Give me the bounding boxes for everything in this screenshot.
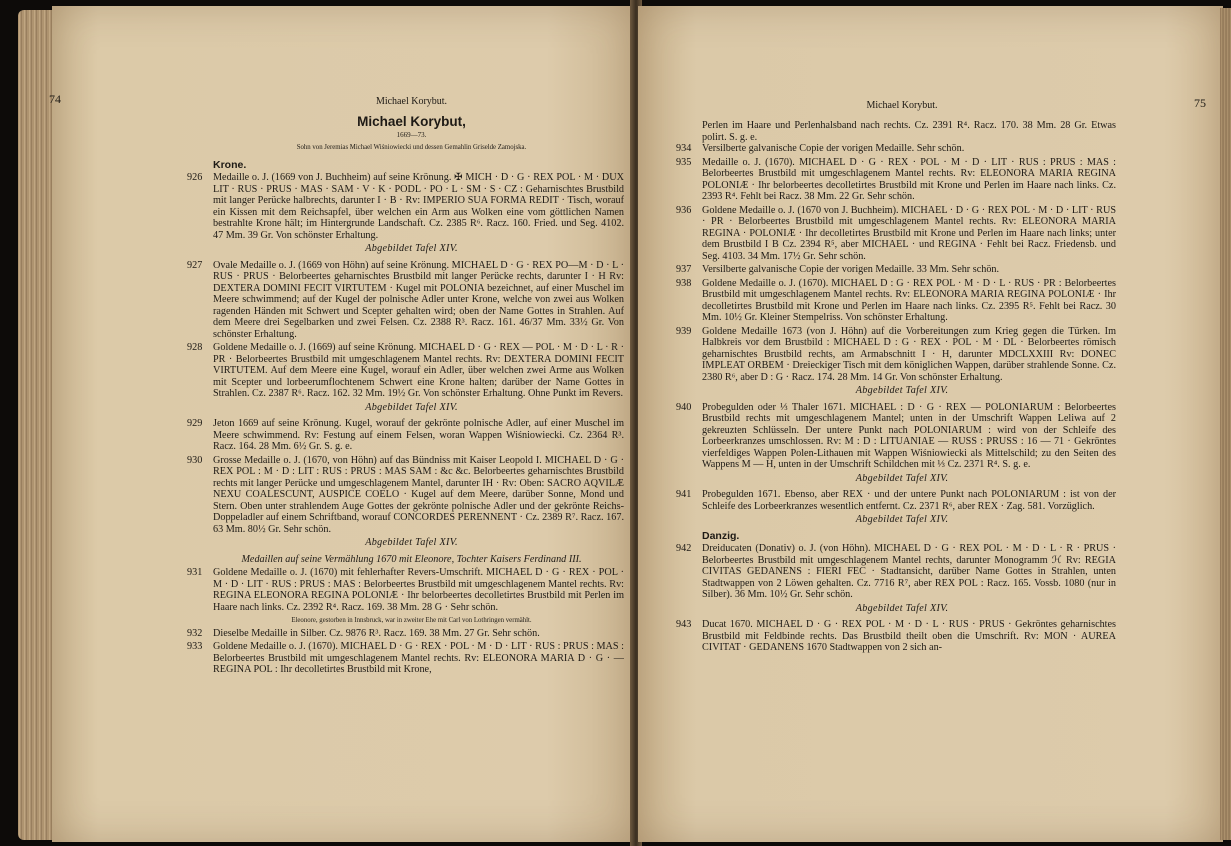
entry-text: Goldene Medaille o. J. (1669) auf seine Krönung. MICHAEL D · G · REX — POL · M · D · L · R · PR · Belorbeertes Brustbild mit umgeschlagenem Mantel rechts. Rv: DEXTERA DOMINI FECIT VIRTUTEM. Auf dem Meere eine Kugel, worauf ein Adler, über welchen zwei Arme aus Wolken mit Scepter und lorbeerumflochtenem Schwert eine Krone halten; darüber der Name Gottes in Strahlen. Cz. 2387 R⁶. Racz. 162. 32 Mm. 19½ Gr. Von schönster Erhaltung. Ohne Punkt im Revers. <box>213 342 624 399</box>
left-page-number: 74 <box>49 92 61 106</box>
entry-text: Grosse Medaille o. J. (1670, von Höhn) auf das Bündniss mit Kaiser Leopold I. MICHAEL D · G · REX POL : M · D : LIT : RUS : PRUS : MAS SAM : &c &c. Belorbeertes geharnischtes Brustbild rechts mit langer Perücke und umgeschlagenem Mantel, darunter IH · Rv: Oben: SACRO AQVILÆ NEXU COALESCUNT, AUSPICE COELO · Kugel auf dem Meere, darüber Sonne, Mond und Stern. Oben unter strahlendem Auge Gottes der gekrönte polnische Adler und der gekrönte Reichs-Doppeladler auf einem Schriftband, worauf CONCORDES PERENNENT · Cz. 2389 R⁷. Racz. 167. 63 Mm. 80½ Gr. Sehr schön. <box>213 454 624 535</box>
entry-933-continued: Perlen im Haare und Perlenhalsband nach rechts. Cz. 2391 R⁴. Racz. 170. 38 Mm. 28 Gr. Etwas polirt. S. g. e. <box>702 120 1116 143</box>
catalog-entry-937 <box>676 264 1116 276</box>
entry-text: Versilberte galvanische Copie der vorigen Medaille. Sehr schön. <box>702 143 965 154</box>
entry-number: 943 <box>676 619 692 630</box>
right-entries <box>676 143 1116 526</box>
entry-text: Ovale Medaille o. J. (1669 von Höhn) auf seine Krönung. MICHAEL D · G · REX PO—M · D · L · RUS · PRUS · Belorbeertes geharnischtes Brustbild mit langer Perücke rechts, darunter I · H Rv: DEXTERA DOMINI FECIT VIRTUTEM · Kugel mit POLONIA bezeichnet, auf einer Muschel im Meere schwimmend; auf der Kugel der polnische Adler unter Krone, welche von zwei aus Wolken ragenden Händen mit Schwert und Scepter gehalten wird; oben der Name Gottes in Strahlen. Auf dem Meere drei Segelbarken und zwei Felsen. Cz. 2388 R³. Racz. 161. 46/37 Mm. 33½ Gr. Von schönster Erhaltung. <box>213 259 624 340</box>
left-page-content <box>49 92 624 678</box>
plate-reference: Abgebildet Tafel XIV. <box>365 243 458 254</box>
entry-text: Goldene Medaille o. J. (1670). MICHAEL D : G · REX POL · M · D · L · RUS · PR : Belorbeertes Brustbild mit umgeschlagenem Mantel rechts. Rv: ELEONORA MARIA REGINA POLONIÆ · Ihr decolletirtes Brustbild mit Krone und Perlen im Haare nach links. Cz. 2395 R⁵. Fehlt bei Racz. 30 Mm. 10½ Gr. Kleiner Stempelriss. Von schönster Erhaltung. <box>702 277 1116 323</box>
entry-number: 940 <box>676 401 692 413</box>
entry-number: 938 <box>676 277 692 289</box>
chapter-title: Michael Korybut, <box>357 114 466 129</box>
entry-number: 931 <box>187 567 203 578</box>
entry-text: Probegulden oder ⅓ Thaler 1671. MICHAEL : D · G · REX — POLONIARUM : Belorbeertes Brustbild rechts mit umgeschlagenem Mantel; unten in der Umschrift Wappen Leliwa auf 2 gekreuzten Schlüsseln. Der untere Punkt nach POLONIARUM : wird von der Schleife des Lorbeerkranzes umschlossen. Rv: M : D : LITUANIAE — RUSS : PRUSS : 16 — 71 · Gekröntes vierfeldiges Wappen Polen-Lithauen mit Wappen Wiśniowiecki als Mittelschild; zu den Seiten des Wappens M — H, unten in der Umschrift Schildchen mit ⅓ Cz. 2371 R⁴. S. g. e. <box>702 401 1116 470</box>
entry-number: 935 <box>676 156 692 168</box>
catalog-entry-938 <box>676 277 1116 324</box>
section-heading-danzig: Danzig. <box>702 529 740 542</box>
chapter-subtitle: Sohn von Jeremias Michael Wiśniowiecki und dessen Gemahlin Griselde Zamojska. <box>296 144 527 151</box>
entry-number: 939 <box>676 325 692 337</box>
catalog-entry-930 <box>187 454 624 536</box>
right-page <box>638 6 1223 842</box>
catalog-entry-928 <box>187 342 624 400</box>
left-entries-3 <box>187 627 624 676</box>
entry-text: Goldene Medaille o. J. (1670 von J. Buchheim). MICHAEL · D · G · REX POL · M · D · LIT · RUS · PR · Belorbeertes Brustbild mit umgeschlagenem Mantel rechts. Rv: ELEONORA MARIA REGINA · POLONIÆ · Ihr decolletirtes Brustbild mit Krone und Perlen im Haare nach links; unter dem Brustbild I B Cz. 2394 R⁵, aber MICHAEL · und REGINA · Fehlt bei Racz. Friedensb. und Seg. 4103. 34 Mm. 17½ Gr. Sehr schön. <box>702 204 1116 262</box>
entry-text: Dreiducaten (Donativ) o. J. (von Höhn). MICHAEL D · G · REX POL · M · D · L · R · PRUS · Belorbeertes Brustbild mit umgeschlagenem Mantel rechts, darunter Monogramm ℋ Rv: REGIA CIVITAS GEDANENS : FIERI FEC · Stadtansicht, darüber Name Gottes in Strahlen, unten Stadtwappen von 2 Löwen gehalten. Cz. 7716 R⁷, aber REX POL : Racz. 165. Vossb. 1080 (nur in Silber). 36 Mm. 10½ Gr. Sehr schön. <box>702 543 1116 600</box>
footnote-931: Eleonore, gestorben in Innsbruck, war in zweiter Ehe mit Carl von Lothringen vermählt. <box>291 617 532 624</box>
entry-text: Medaille o. J. (1670). MICHAEL D · G · REX · POL · M · D · LIT · RUS : PRUS : MAS : Belorbeertes Brustbild mit umgeschlagenem Mantel rechts. Rv: ELEONORA MARIA REGINA POLONIÆ · Ihr belorbeertes decolletirtes Brustbild mit Krone und Perlen im Haare nach links. Cz. 2393 R⁴. Fehlt bei Racz. 38 Mm. 22 Gr. Sehr schön. <box>702 156 1116 202</box>
entry-number: 942 <box>676 543 692 554</box>
catalog-entry-931 <box>187 567 624 613</box>
plate-reference: Abgebildet Tafel XIV. <box>855 472 949 484</box>
left-running-title: Michael Korybut. <box>375 96 448 107</box>
entry-text: Medaille o. J. (1669 von J. Buchheim) auf seine Krönung. ✠ MICH · D · G · REX POL · M · DUX LIT · RUS · PRUS · MAS · SAM · V · K · PODL · PO · L · SM · S · CZ : Geharnischtes Brustbild mit langer Perücke halbrechts, darunter I · B · Rv: IMPERIO SUA FORMA REDIT · Tisch, worauf ein Kissen mit dem Reichsapfel, über welchen ein Arm aus Wolken eine vom göttlichen Namen bestrahlte Krone hält; im Hintergrunde Landschaft. Cz. 2385 R⁶. Racz. 160. Fried. und Seg. 4102. 47 Mm. 39 Gr. Von schönster Erhaltung. <box>213 172 624 241</box>
left-entries <box>187 172 624 549</box>
plate-reference: Abgebildet Tafel XIV. <box>855 602 949 614</box>
plate-reference: Abgebildet Tafel XIV. <box>365 537 458 548</box>
entry-number: 936 <box>676 204 692 216</box>
entry-text: Jeton 1669 auf seine Krönung. Kugel, worauf der gekrönte polnische Adler, auf einer Muschel im Meere schwimmend. Rv: Festung auf einem Felsen, woran Wappen Wiśniowiecki. Cz. 2364 R³. Racz. 164. 28 Mm. 6½ Gr. S. g. e. <box>213 418 624 452</box>
entry-number: 941 <box>676 489 692 500</box>
plate-reference: Abgebildet Tafel XIV. <box>855 514 949 525</box>
catalog-entry-943 <box>676 619 1116 654</box>
entry-text: Ducat 1670. MICHAEL D · G · REX POL · M · D · L · RUS · PRUS · Gekröntes geharnischtes Brustbild mit Feldbinde rechts. Das Brustbild theilt oben die Umschrift. Rv: MON · AUREA CIVITAT · GEDANENS 1670 Stadtwappen von 2 sich an- <box>702 619 1116 653</box>
catalog-entry-941 <box>676 489 1116 512</box>
right-page-number: 75 <box>1194 96 1206 110</box>
left-running-head <box>49 92 624 110</box>
page-edges-right <box>1220 8 1231 840</box>
entry-number: 926 <box>187 172 203 183</box>
catalog-entry-939 <box>676 325 1116 384</box>
catalog-entry-936 <box>676 204 1116 263</box>
entry-text: Goldene Medaille o. J. (1670) mit fehlerhafter Revers-Umschrift. MICHAEL D · G · REX · POL · M · D · LIT · RUS : PRUS : MAS : Belorbeertes Brustbild mit umgeschlagenem Mantel rechts. Rv: REGINA ELEONORA REGINA POLONIÆ · Ihr belorbeertes decolletirtes Brustbild mit Perlen im Haare nach links. Cz. 2392 R⁴. Racz. 169. 38 Mm. 28 G · Sehr schön. <box>213 567 624 613</box>
entry-number: 927 <box>187 259 203 271</box>
catalog-entry-935 <box>676 156 1116 203</box>
entry-number: 932 <box>187 627 203 639</box>
entry-number: 934 <box>676 143 692 154</box>
catalog-entry-942 <box>676 543 1116 601</box>
entry-number: 937 <box>676 264 692 275</box>
left-entries-2 <box>187 567 624 613</box>
catalog-entry-929 <box>187 418 624 453</box>
right-page-content <box>676 96 1206 656</box>
entry-number: 928 <box>187 342 203 353</box>
right-running-head <box>688 96 1206 114</box>
entry-text: Probegulden 1671. Ebenso, aber REX · und der untere Punkt nach POLONIARUM : ist von der Schleife des Lorbeerkranzes wesentlich entfernt. Cz. 2371 R⁶, aber REX · Zag. 581. Vorzüglich. <box>702 489 1116 512</box>
left-page <box>49 6 634 842</box>
entry-number: 930 <box>187 454 203 466</box>
plate-reference: Abgebildet Tafel XIV. <box>365 401 458 413</box>
entry-text: Versilberte galvanische Copie der vorigen Medaille. 33 Mm. Sehr schön. <box>702 264 1000 275</box>
catalog-entry-933 <box>187 641 624 676</box>
entry-text: Goldene Medaille o. J. (1670). MICHAEL D · G · REX · POL · M · D · LIT · RUS : PRUS : MAS : Belorbeertes Brustbild mit umgeschlagenem Mantel rechts. Rv: ELEONORA MARIA D · G · — REGINA POL : Ihr decolletirtes Brustbild mit Krone, <box>213 641 624 675</box>
section-heading-krone: Krone. <box>213 158 247 171</box>
catalog-entry-934 <box>676 143 1116 155</box>
marriage-heading: Medaillen auf seine Vermählung 1670 mit Eleonore, Tochter Kaisers Ferdinand III. <box>241 553 582 565</box>
catalog-entry-927 <box>187 259 624 341</box>
entry-text: Goldene Medaille 1673 (von J. Höhn) auf die Vorbereitungen zum Krieg gegen die Türken. Im Halbkreis vor dem Brustbild : MICHAEL D : G · REX · POL · M · DL · Belorbeertes römisch geharnischtes Brustbild rechts, am Armabschnitt I · H, darunter MDCLXXIII Rv: DONEC IMPLEAT ORBEM · Dreieckiger Tisch mit dem königlichen Wappen, darüber strahlende Sonne. Cz. 2380 R⁶, aber D : G · Racz. 174. 28 Mm. 14 Gr. Von schönster Erhaltung. <box>702 325 1116 383</box>
right-entries-2 <box>676 543 1116 654</box>
chapter-dates: 1669—73. <box>396 130 427 139</box>
entry-number: 933 <box>187 641 203 652</box>
entry-text: Dieselbe Medaille in Silber. Cz. 9876 R³. Racz. 169. 38 Mm. 27 Gr. Sehr schön. <box>213 627 540 639</box>
catalog-entry-932 <box>187 627 624 640</box>
catalog-entry-940 <box>676 401 1116 471</box>
catalog-entry-926 <box>187 172 624 241</box>
right-running-title: Michael Korybut. <box>866 100 938 111</box>
plate-reference: Abgebildet Tafel XIV. <box>855 385 949 396</box>
entry-number: 929 <box>187 418 203 429</box>
